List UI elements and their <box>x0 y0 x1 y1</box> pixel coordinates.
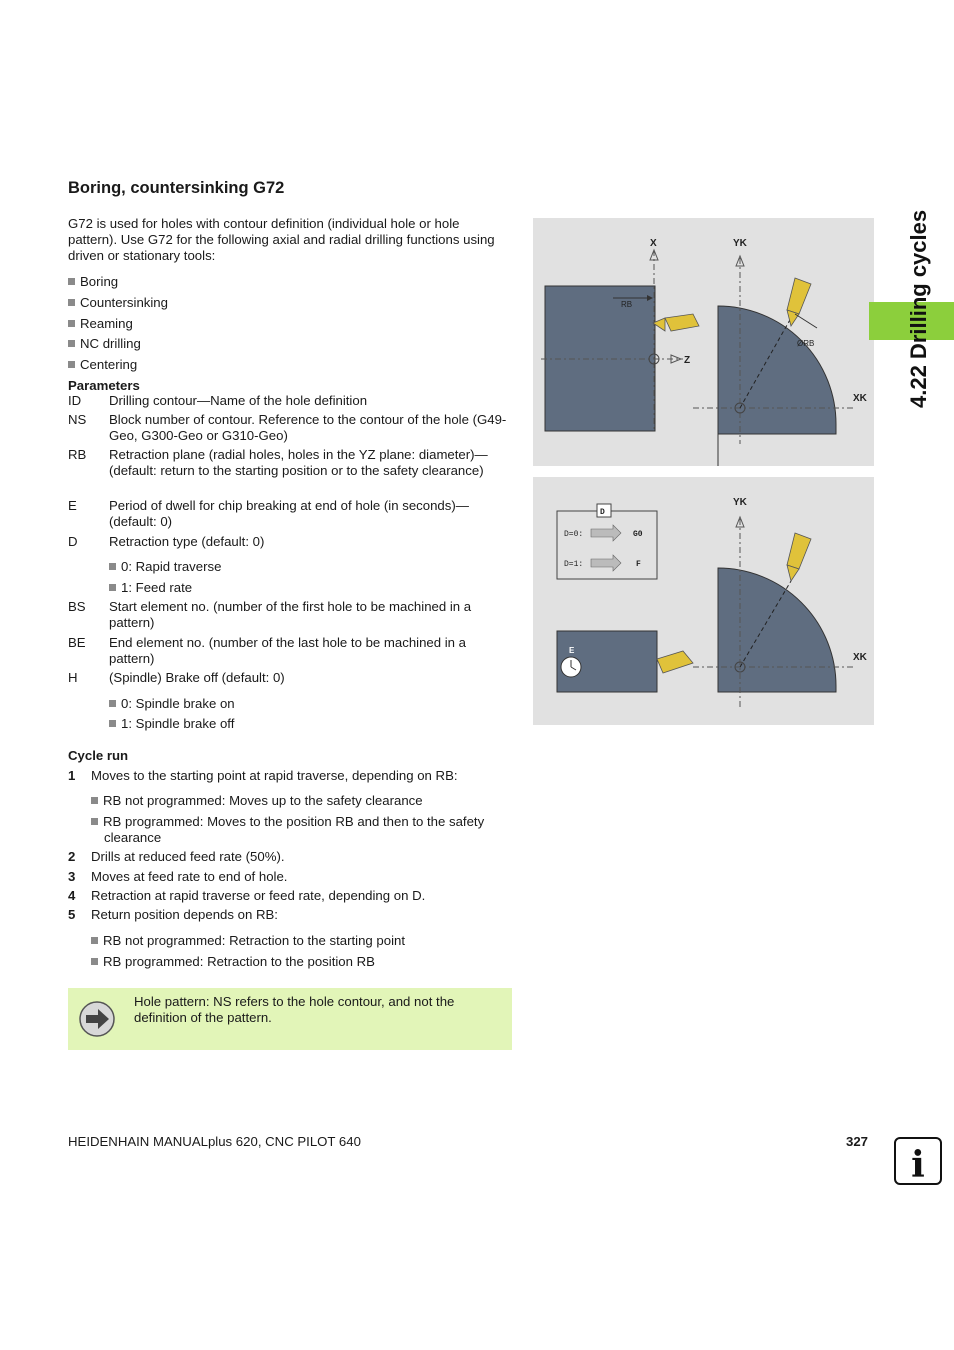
list-item: RB not programmed: Moves up to the safety clearance <box>91 793 501 809</box>
bullet-square-icon <box>68 299 75 306</box>
step-number: 4 <box>68 888 76 903</box>
param-desc: Start element no. (number of the first hole to be machined in a pattern) <box>109 599 472 630</box>
chapter-title-text: 4.22 Drilling cycles <box>906 209 931 408</box>
label-d0: D=0: <box>564 530 584 539</box>
note-text: Hole pattern: NS refers to the hole contour, and not the definition of the pattern. <box>134 994 455 1025</box>
bullet-square-icon <box>109 584 116 591</box>
param-key: BS <box>68 599 86 614</box>
bullet-square-icon <box>91 797 98 804</box>
step-number: 3 <box>68 869 76 884</box>
label-d: D <box>600 508 605 517</box>
bullet-square-icon <box>109 720 116 727</box>
param-desc: Retraction plane (radial holes, holes in the YZ plane: diameter)—(default: return to the starting position or to the safety clearance) <box>109 447 488 478</box>
axis-label-x: X <box>650 238 657 249</box>
bullet-square-icon <box>68 278 75 285</box>
param-key: RB <box>68 447 87 462</box>
label-g0: G0 <box>633 530 643 539</box>
figure-g72-axial-radial <box>533 218 874 466</box>
chapter-side-title <box>856 176 954 416</box>
step-text: Drills at reduced feed rate (50%). <box>91 849 285 864</box>
cycle-run-heading: Cycle run <box>68 748 129 763</box>
param-desc: End element no. (number of the last hole to be machined in a pattern) <box>109 635 467 666</box>
arrow-right-icon <box>78 1000 116 1038</box>
step-text: Moves to the starting point at rapid traverse, depending on RB: <box>91 768 458 783</box>
bullet-square-icon <box>91 818 98 825</box>
list-item: RB programmed: Moves to the position RB and then to the safety clearance <box>91 814 504 846</box>
param-desc: Retraction type (default: 0) <box>109 534 265 549</box>
section-title: Boring, countersinking G72 <box>68 179 285 197</box>
axis-label-xk: XK <box>853 652 867 663</box>
axis-label-z: Z <box>684 355 691 366</box>
page-number: 327 <box>846 1134 869 1149</box>
note-box <box>68 988 512 1050</box>
param-desc: Block number of contour. Reference to the contour of the hole (G49-Geo, G300-Geo or G310-Geo) <box>109 412 507 443</box>
parameters-heading: Parameters <box>68 378 140 393</box>
list-item: Reaming <box>68 316 133 332</box>
list-item: 1: Spindle brake off <box>109 716 234 732</box>
param-key: H <box>68 670 78 685</box>
axis-label-yk: YK <box>733 238 747 249</box>
bullet-square-icon <box>91 937 98 944</box>
list-item: Centering <box>68 357 137 373</box>
list-item: RB not programmed: Retraction to the starting point <box>91 933 405 949</box>
label-orb: ØRB <box>797 339 815 348</box>
param-key: NS <box>68 412 87 427</box>
bullet-square-icon <box>109 563 116 570</box>
bullet-square-icon <box>68 320 75 327</box>
list-item: 0: Spindle brake on <box>109 696 235 712</box>
figure-g72-retraction <box>533 477 874 725</box>
list-item: NC drilling <box>68 336 141 352</box>
step-number: 2 <box>68 849 76 864</box>
step-text: Moves at feed rate to end of hole. <box>91 869 288 884</box>
param-desc: Period of dwell for chip breaking at end of hole (in seconds)—(default: 0) <box>109 498 469 529</box>
label-e: E <box>569 646 575 655</box>
param-key: ID <box>68 393 82 408</box>
step-number: 5 <box>68 907 76 922</box>
step-text: Return position depends on RB: <box>91 907 278 922</box>
step-number: 1 <box>68 768 76 783</box>
footer-text: HEIDENHAIN MANUALplus 620, CNC PILOT 640 <box>68 1134 361 1149</box>
param-desc: (Spindle) Brake off (default: 0) <box>109 670 285 685</box>
bullet-square-icon <box>68 361 75 368</box>
list-item: Boring <box>68 274 118 290</box>
info-icon-glyph: i <box>911 1144 925 1185</box>
bullet-square-icon <box>109 700 116 707</box>
list-item: 0: Rapid traverse <box>109 559 221 575</box>
param-key: BE <box>68 635 86 650</box>
label-rb: RB <box>621 300 633 309</box>
bullet-square-icon <box>91 958 98 965</box>
param-desc: Drilling contour—Name of the hole definition <box>109 393 368 408</box>
param-key: D <box>68 534 78 549</box>
label-d1: D=1: <box>564 560 584 569</box>
list-item: Countersinking <box>68 295 168 311</box>
list-item: 1: Feed rate <box>109 580 192 596</box>
param-key: E <box>68 498 77 513</box>
label-f: F <box>636 560 641 569</box>
bullet-square-icon <box>68 340 75 347</box>
step-text: Retraction at rapid traverse or feed rate, depending on D. <box>91 888 426 903</box>
info-icon <box>894 1137 942 1185</box>
list-item: RB programmed: Retraction to the position RB <box>91 954 375 970</box>
axis-label-yk: YK <box>733 497 747 508</box>
axis-label-xk: XK <box>853 393 867 404</box>
intro-paragraph: G72 is used for holes with contour definition (individual hole or hole pattern). Use G72 for the following axial and radial drilling functions using driven or stationary tools: <box>68 216 495 263</box>
